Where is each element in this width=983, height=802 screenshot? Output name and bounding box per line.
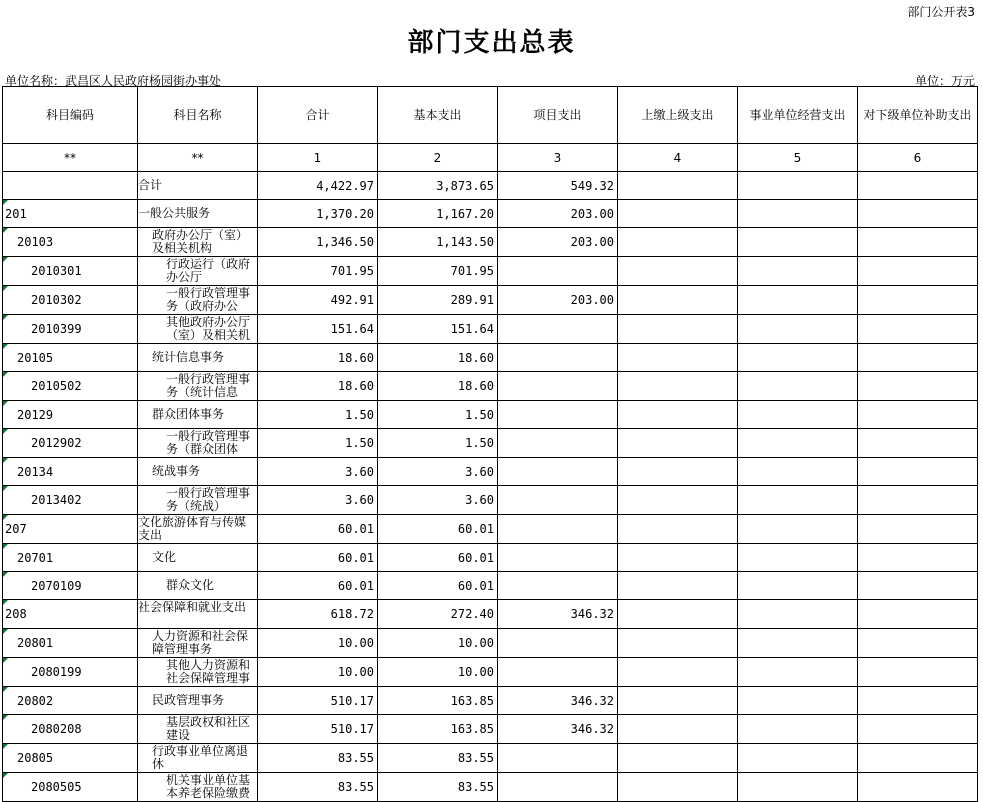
- amount-business-cell[interactable]: [738, 172, 858, 200]
- subject-name: 机关事业单位基本养老保险缴费: [166, 774, 251, 800]
- amount-project-cell[interactable]: [498, 429, 618, 458]
- subject-code: 207: [5, 522, 27, 536]
- amount-project-cell[interactable]: 346.32: [498, 715, 618, 744]
- amount-business-cell[interactable]: [738, 429, 858, 458]
- amount-subsidy-cell[interactable]: [858, 286, 978, 315]
- subject-name-cell[interactable]: [138, 515, 258, 544]
- amount-total-cell[interactable]: 1.50: [258, 429, 378, 458]
- subject-code-cell[interactable]: [3, 600, 138, 629]
- amount-project-cell[interactable]: [498, 344, 618, 372]
- amount-upper-cell[interactable]: [618, 629, 738, 658]
- amount-total-cell[interactable]: 60.01: [258, 572, 378, 600]
- amount-subsidy-cell[interactable]: [858, 744, 978, 773]
- subject-code: 2010301: [31, 264, 82, 278]
- amount-basic-cell[interactable]: 10.00: [378, 629, 498, 658]
- subject-name-cell[interactable]: [138, 172, 258, 200]
- table-row: [3, 372, 978, 401]
- amount-subsidy-cell[interactable]: [858, 600, 978, 629]
- subject-code: 20134: [17, 464, 54, 479]
- subject-name: 群众团体事务: [152, 408, 225, 421]
- cell-marker-icon: [3, 572, 8, 577]
- cell-marker-icon: [3, 458, 8, 463]
- amount-subsidy-cell[interactable]: [858, 200, 978, 228]
- amount-project-cell[interactable]: [498, 458, 618, 486]
- amount-upper-cell[interactable]: [618, 344, 738, 372]
- subject-name: 其他政府办公厅（室）及相关机: [166, 316, 251, 342]
- index-cell: 6: [858, 144, 978, 172]
- subject-name: 文化旅游体育与传媒支出: [138, 516, 247, 542]
- amount-subsidy-cell[interactable]: [858, 372, 978, 401]
- subject-code-cell[interactable]: [3, 257, 138, 286]
- amount-total-cell[interactable]: 701.95: [258, 257, 378, 286]
- amount-upper-cell[interactable]: [618, 401, 738, 429]
- table-row: [3, 715, 978, 744]
- col-header-upper: 上缴上级支出: [618, 87, 738, 144]
- subject-name: 人力资源和社会保障管理事务: [152, 630, 249, 656]
- amount-basic-cell[interactable]: 701.95: [378, 257, 498, 286]
- index-cell: **: [138, 144, 258, 172]
- table-row: [3, 286, 978, 315]
- amount-subsidy-cell[interactable]: [858, 315, 978, 344]
- subject-name-cell[interactable]: [138, 286, 258, 315]
- amount-project-cell[interactable]: [498, 515, 618, 544]
- amount-basic-cell[interactable]: 163.85: [378, 715, 498, 744]
- amount-project-cell[interactable]: [498, 401, 618, 429]
- cell-marker-icon: [3, 744, 8, 749]
- subject-code: 20701: [17, 550, 54, 565]
- amount-business-cell[interactable]: [738, 715, 858, 744]
- col-header-business: 事业单位经营支出: [738, 87, 858, 144]
- amount-total-cell[interactable]: 18.60: [258, 372, 378, 401]
- subject-name-cell[interactable]: [138, 744, 258, 773]
- table-row: [3, 315, 978, 344]
- amount-subsidy-cell[interactable]: [858, 629, 978, 658]
- amount-business-cell[interactable]: [738, 572, 858, 600]
- amount-total-cell[interactable]: 4,422.97: [258, 172, 378, 200]
- table-row: [3, 544, 978, 572]
- amount-basic-cell[interactable]: 1.50: [378, 401, 498, 429]
- amount-upper-cell[interactable]: [618, 715, 738, 744]
- form-number: 部门公开表3: [907, 5, 975, 19]
- subject-code: 2013402: [31, 493, 82, 507]
- subject-name: 统战事务: [152, 465, 201, 478]
- index-row: [3, 144, 978, 172]
- amount-project-cell[interactable]: 203.00: [498, 228, 618, 257]
- subject-name-cell[interactable]: [138, 200, 258, 228]
- amount-upper-cell[interactable]: [618, 486, 738, 515]
- amount-project-cell[interactable]: [498, 773, 618, 802]
- header-row: [3, 87, 978, 144]
- amount-subsidy-cell[interactable]: [858, 572, 978, 600]
- subject-code: 2080208: [31, 722, 82, 736]
- amount-upper-cell[interactable]: [618, 286, 738, 315]
- table-row: [3, 572, 978, 600]
- table-row: [3, 172, 978, 200]
- amount-business-cell[interactable]: [738, 228, 858, 257]
- amount-project-cell[interactable]: [498, 372, 618, 401]
- subject-name-cell[interactable]: [138, 315, 258, 344]
- subject-name-cell[interactable]: [138, 600, 258, 629]
- cell-marker-icon: [3, 486, 8, 491]
- subject-code-cell[interactable]: [3, 715, 138, 744]
- subject-name: 文化: [152, 551, 177, 564]
- subject-code: 20805: [17, 751, 54, 765]
- table-row: [3, 257, 978, 286]
- subject-name-cell[interactable]: [138, 228, 258, 257]
- amount-subsidy-cell[interactable]: [858, 172, 978, 200]
- subject-code-cell[interactable]: [3, 744, 138, 773]
- amount-subsidy-cell[interactable]: [858, 544, 978, 572]
- table-row: [3, 687, 978, 715]
- amount-upper-cell[interactable]: [618, 687, 738, 715]
- cell-marker-icon: [3, 429, 8, 434]
- subject-name: 一般行政管理事务（统计信息: [166, 373, 251, 399]
- subject-code-cell[interactable]: [3, 228, 138, 257]
- table-row: [3, 515, 978, 544]
- subject-name: 政府办公厅（室）及相关机构: [152, 229, 249, 255]
- amount-total-cell[interactable]: 1,370.20: [258, 200, 378, 228]
- subject-code-cell[interactable]: [3, 315, 138, 344]
- subject-code: 2010399: [31, 322, 82, 336]
- amount-project-cell[interactable]: [498, 744, 618, 773]
- subject-code-cell[interactable]: [3, 372, 138, 401]
- amount-business-cell[interactable]: [738, 544, 858, 572]
- amount-project-cell[interactable]: [498, 544, 618, 572]
- amount-subsidy-cell[interactable]: [858, 429, 978, 458]
- amount-business-cell[interactable]: [738, 773, 858, 802]
- subject-name: 行政事业单位离退休: [152, 745, 249, 771]
- amount-upper-cell[interactable]: [618, 200, 738, 228]
- subject-name-cell[interactable]: [138, 544, 258, 572]
- amount-project-cell[interactable]: [498, 486, 618, 515]
- amount-business-cell[interactable]: [738, 629, 858, 658]
- amount-basic-cell[interactable]: 18.60: [378, 372, 498, 401]
- subject-name-cell[interactable]: [138, 401, 258, 429]
- index-cell: 2: [378, 144, 498, 172]
- amount-subsidy-cell[interactable]: [858, 515, 978, 544]
- cell-marker-icon: [3, 515, 8, 520]
- amount-basic-cell[interactable]: 3.60: [378, 486, 498, 515]
- amount-total-cell[interactable]: 83.55: [258, 744, 378, 773]
- amount-total-cell[interactable]: 18.60: [258, 344, 378, 372]
- amount-business-cell[interactable]: [738, 515, 858, 544]
- subject-name-cell[interactable]: [138, 344, 258, 372]
- page-title: 部门支出总表: [407, 28, 576, 58]
- amount-basic-cell[interactable]: 3.60: [378, 458, 498, 486]
- amount-business-cell[interactable]: [738, 372, 858, 401]
- amount-upper-cell[interactable]: [618, 172, 738, 200]
- amount-subsidy-cell[interactable]: [858, 486, 978, 515]
- amount-total-cell[interactable]: 10.00: [258, 658, 378, 687]
- table-row: [3, 401, 978, 429]
- amount-upper-cell[interactable]: [618, 372, 738, 401]
- subject-code: 2012902: [31, 436, 82, 450]
- amount-upper-cell[interactable]: [618, 228, 738, 257]
- amount-total-cell[interactable]: 10.00: [258, 629, 378, 658]
- amount-basic-cell[interactable]: 60.01: [378, 544, 498, 572]
- subject-name-cell[interactable]: [138, 658, 258, 687]
- cell-marker-icon: [3, 544, 8, 549]
- amount-total-cell[interactable]: 1,346.50: [258, 228, 378, 257]
- amount-subsidy-cell[interactable]: [858, 228, 978, 257]
- unit-name: 单位名称：武昌区人民政府杨园街办事处: [5, 74, 222, 88]
- subject-name-cell[interactable]: [138, 372, 258, 401]
- subject-code-cell[interactable]: [3, 401, 138, 429]
- subject-name: 一般行政管理事务（统战）: [166, 487, 251, 513]
- subject-code: 20129: [17, 407, 54, 422]
- amount-total-cell[interactable]: 151.64: [258, 315, 378, 344]
- cell-marker-icon: [3, 773, 8, 778]
- cell-marker-icon: [3, 315, 8, 320]
- amount-basic-cell[interactable]: 1,143.50: [378, 228, 498, 257]
- unit-label: 单位：万元: [914, 74, 975, 88]
- amount-subsidy-cell[interactable]: [858, 658, 978, 687]
- amount-basic-cell[interactable]: 60.01: [378, 515, 498, 544]
- amount-business-cell[interactable]: [738, 257, 858, 286]
- subject-code-cell[interactable]: [3, 515, 138, 544]
- index-cell: 1: [258, 144, 378, 172]
- subject-code: 2010302: [31, 293, 82, 307]
- subject-code-cell[interactable]: [3, 572, 138, 600]
- subject-name: 行政运行（政府办公厅: [166, 258, 251, 284]
- cell-marker-icon: [3, 344, 8, 349]
- subject-name: 群众文化: [166, 579, 215, 592]
- col-header-total: 合计: [258, 87, 378, 144]
- amount-basic-cell[interactable]: 289.91: [378, 286, 498, 315]
- subject-code-cell[interactable]: [3, 458, 138, 486]
- col-header-subsidy: 对下级单位补助支出: [858, 87, 978, 144]
- amount-upper-cell[interactable]: [618, 658, 738, 687]
- amount-business-cell[interactable]: [738, 658, 858, 687]
- subject-code-cell[interactable]: [3, 687, 138, 715]
- amount-upper-cell[interactable]: [618, 544, 738, 572]
- table-row: [3, 228, 978, 257]
- cell-marker-icon: [3, 600, 8, 605]
- subject-name: 合计: [138, 179, 163, 192]
- amount-total-cell[interactable]: 510.17: [258, 715, 378, 744]
- amount-upper-cell[interactable]: [618, 773, 738, 802]
- index-cell: 3: [498, 144, 618, 172]
- amount-basic-cell[interactable]: 163.85: [378, 687, 498, 715]
- cell-marker-icon: [3, 257, 8, 262]
- subject-code: 201: [5, 206, 27, 221]
- amount-upper-cell[interactable]: [618, 257, 738, 286]
- amount-total-cell[interactable]: 60.01: [258, 544, 378, 572]
- amount-subsidy-cell[interactable]: [858, 458, 978, 486]
- table-row: [3, 429, 978, 458]
- index-cell: 5: [738, 144, 858, 172]
- subject-name-cell[interactable]: [138, 687, 258, 715]
- amount-total-cell[interactable]: 3.60: [258, 458, 378, 486]
- amount-basic-cell[interactable]: 3,873.65: [378, 172, 498, 200]
- subject-code-cell[interactable]: [3, 773, 138, 802]
- amount-upper-cell[interactable]: [618, 515, 738, 544]
- amount-project-cell[interactable]: [498, 629, 618, 658]
- amount-business-cell[interactable]: [738, 200, 858, 228]
- subject-code-cell[interactable]: [3, 344, 138, 372]
- subject-code: 20103: [17, 235, 54, 249]
- col-header-name: 科目名称: [138, 87, 258, 144]
- amount-subsidy-cell[interactable]: [858, 773, 978, 802]
- amount-subsidy-cell[interactable]: [858, 344, 978, 372]
- col-header-basic: 基本支出: [378, 87, 498, 144]
- subject-code: 20802: [17, 693, 54, 708]
- subject-name: 一般公共服务: [138, 207, 211, 220]
- subject-code: 2070109: [31, 578, 82, 593]
- amount-project-cell[interactable]: 203.00: [498, 200, 618, 228]
- subject-code-cell[interactable]: [3, 172, 138, 200]
- amount-business-cell[interactable]: [738, 401, 858, 429]
- amount-basic-cell[interactable]: 1.50: [378, 429, 498, 458]
- amount-basic-cell[interactable]: 151.64: [378, 315, 498, 344]
- amount-subsidy-cell[interactable]: [858, 401, 978, 429]
- subject-name: 一般行政管理事务（群众团体: [166, 430, 251, 456]
- subject-code: 2010502: [31, 379, 82, 393]
- subject-name-cell[interactable]: [138, 257, 258, 286]
- table-row: [3, 629, 978, 658]
- cell-marker-icon: [3, 286, 8, 291]
- amount-upper-cell[interactable]: [618, 429, 738, 458]
- amount-basic-cell[interactable]: 83.55: [378, 773, 498, 802]
- subject-code-cell[interactable]: [3, 629, 138, 658]
- cell-marker-icon: [3, 715, 8, 720]
- subject-code-cell[interactable]: [3, 200, 138, 228]
- amount-business-cell[interactable]: [738, 744, 858, 773]
- amount-basic-cell[interactable]: 60.01: [378, 572, 498, 600]
- amount-upper-cell[interactable]: [618, 744, 738, 773]
- amount-business-cell[interactable]: [738, 687, 858, 715]
- amount-basic-cell[interactable]: 10.00: [378, 658, 498, 687]
- subject-name: 统计信息事务: [152, 351, 225, 364]
- amount-upper-cell[interactable]: [618, 600, 738, 629]
- amount-business-cell[interactable]: [738, 344, 858, 372]
- amount-total-cell[interactable]: 3.60: [258, 486, 378, 515]
- amount-project-cell[interactable]: [498, 257, 618, 286]
- subject-code: 2080199: [31, 665, 82, 679]
- amount-business-cell[interactable]: [738, 600, 858, 629]
- table-row: [3, 458, 978, 486]
- subject-name-cell[interactable]: [138, 715, 258, 744]
- cell-marker-icon: [3, 629, 8, 634]
- amount-project-cell[interactable]: 346.32: [498, 687, 618, 715]
- amount-business-cell[interactable]: [738, 286, 858, 315]
- subject-code-cell[interactable]: [3, 544, 138, 572]
- amount-project-cell[interactable]: 346.32: [498, 600, 618, 629]
- subject-name-cell[interactable]: [138, 429, 258, 458]
- subject-code: 20105: [17, 350, 54, 365]
- subject-code-cell[interactable]: [3, 286, 138, 315]
- cell-marker-icon: [3, 658, 8, 663]
- subject-name: 社会保障和就业支出: [138, 601, 247, 614]
- cell-marker-icon: [3, 372, 8, 377]
- subject-code: 2080505: [31, 780, 82, 794]
- cell-marker-icon: [3, 687, 8, 692]
- table-row: [3, 773, 978, 802]
- subject-name: 一般行政管理事务（政府办公: [166, 287, 251, 313]
- amount-subsidy-cell[interactable]: [858, 715, 978, 744]
- subject-name-cell[interactable]: [138, 486, 258, 515]
- index-cell: **: [3, 144, 138, 172]
- amount-business-cell[interactable]: [738, 486, 858, 515]
- table-row: [3, 744, 978, 773]
- amount-total-cell[interactable]: 492.91: [258, 286, 378, 315]
- amount-upper-cell[interactable]: [618, 458, 738, 486]
- amount-upper-cell[interactable]: [618, 315, 738, 344]
- subject-code: 208: [5, 607, 27, 621]
- subject-code-cell[interactable]: [3, 486, 138, 515]
- amount-total-cell[interactable]: 618.72: [258, 600, 378, 629]
- amount-total-cell[interactable]: 510.17: [258, 687, 378, 715]
- amount-project-cell[interactable]: [498, 572, 618, 600]
- subject-name-cell[interactable]: [138, 629, 258, 658]
- amount-project-cell[interactable]: 549.32: [498, 172, 618, 200]
- amount-project-cell[interactable]: [498, 658, 618, 687]
- subject-name: 民政管理事务: [152, 694, 225, 707]
- subject-code-cell[interactable]: [3, 429, 138, 458]
- amount-subsidy-cell[interactable]: [858, 257, 978, 286]
- amount-upper-cell[interactable]: [618, 572, 738, 600]
- amount-total-cell[interactable]: 83.55: [258, 773, 378, 802]
- subject-name-cell[interactable]: [138, 572, 258, 600]
- table-row: [3, 658, 978, 687]
- amount-total-cell[interactable]: 1.50: [258, 401, 378, 429]
- cell-marker-icon: [3, 401, 8, 406]
- col-header-project: 项目支出: [498, 87, 618, 144]
- subject-name-cell[interactable]: [138, 773, 258, 802]
- cell-marker-icon: [3, 228, 8, 233]
- col-header-code: 科目编码: [3, 87, 138, 144]
- amount-basic-cell[interactable]: 83.55: [378, 744, 498, 773]
- subject-code: 20801: [17, 636, 54, 650]
- amount-subsidy-cell[interactable]: [858, 687, 978, 715]
- amount-business-cell[interactable]: [738, 458, 858, 486]
- cell-marker-icon: [3, 200, 8, 205]
- subject-code-cell[interactable]: [3, 658, 138, 687]
- table-row: [3, 486, 978, 515]
- table-row: [3, 600, 978, 629]
- amount-basic-cell[interactable]: 1,167.20: [378, 200, 498, 228]
- amount-business-cell[interactable]: [738, 315, 858, 344]
- index-cell: 4: [618, 144, 738, 172]
- amount-project-cell[interactable]: 203.00: [498, 286, 618, 315]
- subject-name: 基层政权和社区建设: [166, 716, 251, 742]
- amount-basic-cell[interactable]: 18.60: [378, 344, 498, 372]
- subject-name-cell[interactable]: [138, 458, 258, 486]
- table-row: [3, 344, 978, 372]
- subject-name: 其他人力资源和社会保障管理事: [166, 659, 251, 685]
- expenditure-table: [2, 86, 978, 802]
- amount-total-cell[interactable]: 60.01: [258, 515, 378, 544]
- amount-basic-cell[interactable]: 272.40: [378, 600, 498, 629]
- table-row: [3, 200, 978, 228]
- amount-project-cell[interactable]: [498, 315, 618, 344]
